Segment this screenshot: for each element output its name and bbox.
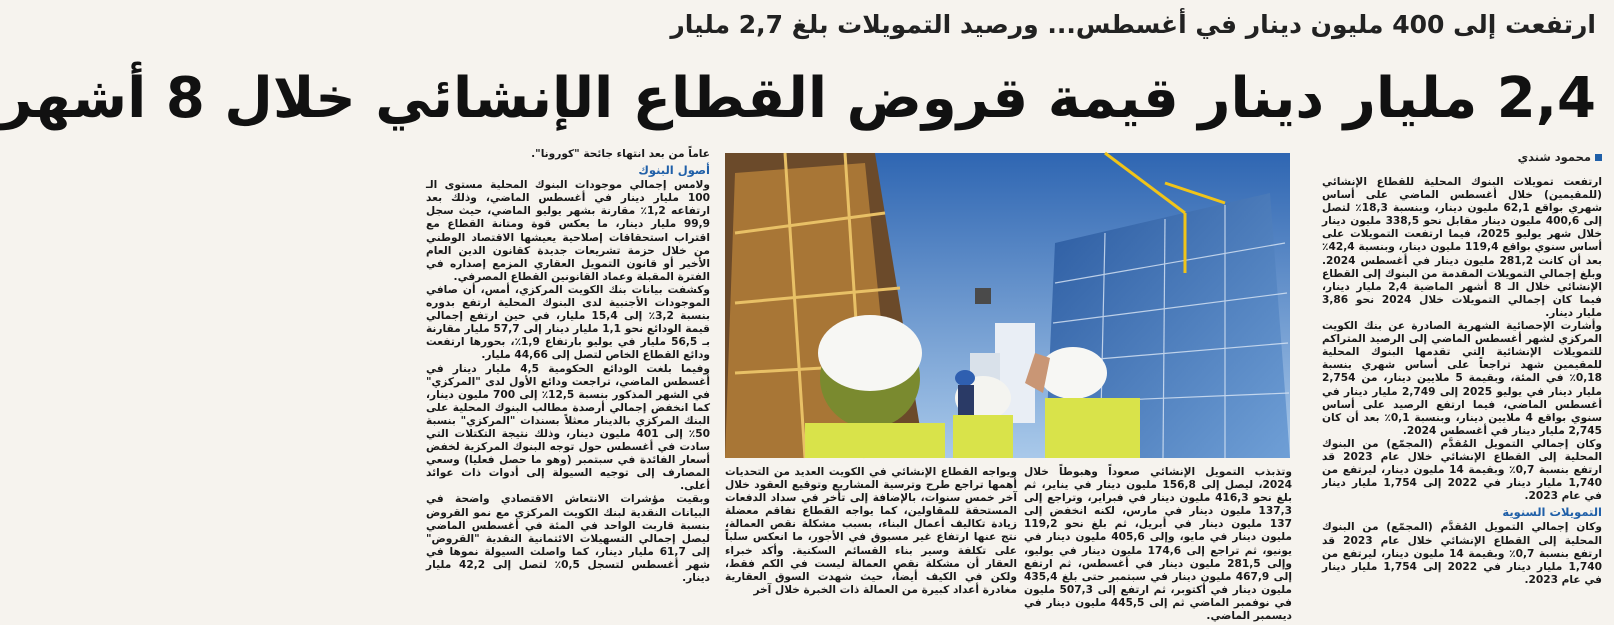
right-column (1322, 176, 1602, 587)
construction-photo (725, 153, 1290, 458)
paragraph: وكان إجمالي التمويل المُقدَّم (المجمّع) من البنوك المحلية إلى القطاع الإنشائي خلال عام 2023 قد ارتفع بنسبة 0,7٪ وبقيمة 14 مليون دينار، ليرتفع من 1,740 مليار دينار في 2022 إلى 1,754 مليار دينار في عام 2023. (1322, 521, 1603, 586)
bottom-column-left (725, 466, 1017, 597)
paragraph: وكشفت بيانات بنك الكويت المركزي، أمس، أن صافي الموجودات الأجنبية لدى البنوك المحلية ارتفع بدوره بنسبة 3,2٪ إلى 15,4 مليار، في حين ارتفع إجمالي قيمة الودائع نحو 1,1 مليار دينار إلى 57,7 مليار مقارنة بـ 56,5 مليار في يوليو بارتفاع 1,9٪، بحورها ارتفعت ودائع القطاع الخاص لتصل إلى 44,66 مليار. (426, 283, 710, 362)
subheading: أصول البنوك (638, 163, 710, 178)
bottom-column-right (1024, 466, 1292, 623)
byline (1322, 150, 1602, 164)
paragraph: وتذبذب التمويل الإنشائي صعوداً وهبوطاً خلال 2024، ليصل إلى 156,8 مليون دينار في يناير، ثم بلغ نحو 416,3 مليون دينار في فبراير، وتراجع إلى 137,3 مليون دينار في مارس، لكنه انخفض إلى 137 مليون دينار في أبريل، ثم بلغ نحو 119,2 مليون دينار في مايو، وإلى 405,6 مليون دينار في يونيو، ثم تراجع إلى 174,6 مليون دينار في يوليو، وإلى 281,5 مليون دينار في أغسطس، ثم ارتفع إلى 467,9 مليون دينار في سبتمبر حتى بلغ 435,4 مليون دينار في أكتوبر، ثم ارتفع إلى 507,3 مليون في نوفمبر الماضي ثم إلى 445,5 مليون دينار في ديسمبر الماضي. (1024, 466, 1293, 623)
paragraph: وكان إجمالي التمويل المُقدَّم (المجمّع) من البنوك المحلية إلى القطاع الإنشائي خلال عام 2023 قد ارتفع بنسبة 0,7٪ وبقيمة 14 مليون دينار، ليرتفع من 1,740 مليار دينار في 2022 إلى 1,754 مليار دينار في عام 2023. (1322, 437, 1603, 503)
paragraph: وبقيت مؤشرات الانتعاش الاقتصادي واضحة في البيانات النقدية لبنك الكويت المركزي مع نمو القروض بنسبة قاربت الواحد في المئة في أغسطس الماضي ليصل إجمالي التسهيلات الائتمانية النقدية "القروض" إلى 61,7 مليار دينار، كما واصلت السيولة نموها في شهر أغسطس لتسجل 0,5٪ لتصل إلى 42,2 مليار دينار. (426, 493, 710, 584)
paragraph: ولامس إجمالي موجودات البنوك المحلية مستوى الـ 100 مليار دينار في أغسطس الماضي، وذلك بعد ارتفاعه 1,2٪ مقارنة بشهر يوليو الماضي، حيث سجل 99,9 مليار دينار، ما يعكس قوة ومتانة القطاع مع اقتراب استحقاقات إصلاحية يعيشها الاقتصاد الوطني من خلال حزمة تشريعات جديدة كقانون الدين العام الأخير أو قانون التمويل العقاري المزمع إصداره في الفترة المقبلة وعماد القانونين القطاع المصرفي. (426, 179, 710, 283)
construction-photo-illustration (725, 153, 1290, 458)
paragraph: وفيما بلغت الودائع الحكومية 4,5 مليار دينار في أغسطس الماضي، تراجعت ودائع الأول لدى "المركزي" في الشهر المذكور بنسبة 12,5٪ إلى 700 مليون دينار، كما انخفض إجمالي أرصدة مطالب البنوك المحلية على البنك المركزي بالدينار معثلاً بسندات "المركزي" بنسبة 50٪ إلى 401 مليون دينار، وذلك نتيجة التكتلات التي سادت في أغسطس حول توجه البنوك المركزية لخفض أسعار الفائدة في سبتمبر (وهو ما حصل فعليا) وسعي المصارف إلى توجيه السيولة إلى أدوات ذات عوائد أعلى. (426, 362, 711, 493)
author-name: محمود شندي (1517, 150, 1591, 164)
subheading: التمويلات السنوية (1502, 505, 1602, 520)
left-column (426, 148, 710, 585)
byline-square-icon (1595, 154, 1602, 161)
paragraph: عاماً من بعد انتهاء جائحة "كورونا". (531, 148, 710, 160)
paragraph: وأشارت الإحصائية الشهرية الصادرة عن بنك الكويت المركزي لشهر أغسطس الماضي إلى الرصيد المتراكم للتمويلات الإنشائية التي تقدمها البنوك المحلية للمقيمين شهد تراجعاً على أساس شهري بنسبة 0,18٪ في المئة، وبقيمة 5 ملايين دينار، من 2,754 مليار دينار في يوليو 2025 إلى 2,749 مليار دينار في أغسطس الماضي، فيما ارتفع الرصيد على أساس سنوي بواقع 4 ملايين دينار، وبنسبة 0,1٪ بعد أن كان 2,745 مليار دينار في أغسطس 2024. (1322, 320, 1602, 437)
kicker-headline: ارتفعت إلى 400 مليون دينار في أغسطس... ورصيد التمويلات بلغ 2,7 مليار (670, 10, 1596, 39)
paragraph: ارتفعت تمويلات البنوك المحلية للقطاع الإنشائي (للمقيمين) خلال أغسطس الماضي على أساس شهري بواقع 62,1 مليون دينار، وبنسبة 18,3٪ لتصل إلى 400,6 مليون دينار مقابل نحو 338,5 مليون دينار خلال شهر يوليو 2025، فيما ارتفعت التمويلات على أساس سنوي بواقع 119,4 مليون دينار، وبنسبة 42,4٪ بعد أن كانت 281,2 مليون دينار في أغسطس 2024. وبلغ إجمالي التمويلات المقدمة من البنوك إلى القطاع الإنشائي خلال الـ 8 أشهر الماضية 2,4 مليار دينار، فيما كان إجمالي التمويلات خلال 2024 نحو 3,86 مليار دينار. (1322, 176, 1603, 319)
main-headline: 2,4 مليار دينار قيمة قروض القطاع الإنشائي خلال 8 أشهر (0, 66, 1596, 131)
paragraph: ويواجه القطاع الإنشائي في الكويت العديد من التحديات أهمها تراجع طرح وترسية المشاريع وتوقيع العقود خلال آخر خمس سنوات، بالإضافة إلى تأخر في سداد الدفعات المستحقة للمقاولين، كما يواجه القطاع تفاقم معضلة زيادة تكاليف أعمال البناء، بسبب مشكلة نقص العمالة، نتج عنها ارتفاع غير مسبوق في الأجور، ما انعكس سلباً على تكلفة وسير بناء القسائم السكنية. وأكد خبراء العقار أن مشكلة نقص العمالة ليست في الكم فقط، ولكن في الكيف أيضاً، حيث شهدت السوق العقارية مغادرة أعداد كبيرة من العمالة ذات الخبرة خلال آخر (725, 466, 1017, 596)
